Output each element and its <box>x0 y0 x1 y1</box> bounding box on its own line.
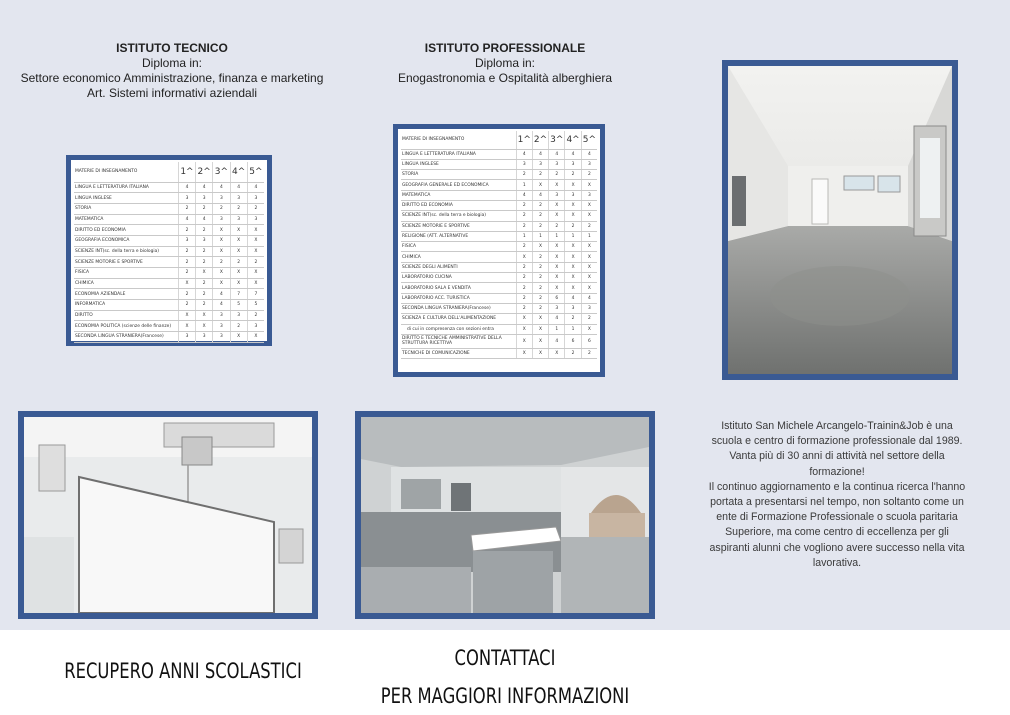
subject-cell: LABORATORIO SALA E VENDITA <box>401 283 516 293</box>
subject-cell: DIRITTO ED ECONOMIA <box>74 225 178 236</box>
hours-cell: X <box>213 235 230 246</box>
hours-cell: 1 <box>565 231 581 241</box>
hours-cell: X <box>213 225 230 236</box>
table-row <box>401 211 597 221</box>
hours-cell: 4 <box>549 314 565 324</box>
hours-cell: 4 <box>213 182 230 193</box>
hours-cell: 3 <box>549 159 565 169</box>
table-row <box>74 246 264 257</box>
professionale-table <box>401 131 597 359</box>
hours-cell: 1 <box>516 231 532 241</box>
hours-cell: 3 <box>565 159 581 169</box>
hours-cell: X <box>549 211 565 221</box>
hours-cell: 4 <box>196 182 213 193</box>
hours-cell: X <box>532 314 548 324</box>
hours-cell: 3 <box>565 303 581 313</box>
hours-cell: X <box>230 268 247 279</box>
hours-cell: 2 <box>532 211 548 221</box>
hours-cell: X <box>196 321 213 332</box>
hours-cell: 2 <box>532 273 548 283</box>
hours-cell: 1 <box>532 231 548 241</box>
table-header-year: 1^ <box>178 162 195 182</box>
hours-cell: 2 <box>532 221 548 231</box>
hours-cell: 2 <box>581 170 597 180</box>
table-row <box>74 268 264 279</box>
hours-cell: 4 <box>247 182 264 193</box>
subject-cell: LABORATORIO ACC. TURISTICA <box>401 293 516 303</box>
hours-cell: X <box>581 324 597 334</box>
table-header-subject: MATERIE DI INSEGNAMENTO <box>74 162 178 182</box>
table-row <box>401 231 597 241</box>
table-header-year: 3^ <box>213 162 230 182</box>
table-header-year: 2^ <box>196 162 213 182</box>
hours-cell: 2 <box>532 283 548 293</box>
hours-cell: X <box>581 262 597 272</box>
table-header-year: 1^ <box>516 131 532 149</box>
hours-cell: X <box>178 278 195 289</box>
hours-cell: 3 <box>196 193 213 204</box>
hours-cell: 2 <box>196 289 213 300</box>
hours-cell: X <box>230 235 247 246</box>
tecnico-title: ISTITUTO TECNICO <box>116 41 228 55</box>
hours-cell: 1 <box>565 324 581 334</box>
subject-cell: LABORATORIO CUCINA <box>401 273 516 283</box>
table-row <box>401 242 597 252</box>
table-row <box>401 293 597 303</box>
hours-cell: X <box>516 334 532 348</box>
hours-cell: X <box>532 242 548 252</box>
hours-cell: 4 <box>565 149 581 159</box>
hours-cell: 2 <box>196 246 213 257</box>
hours-cell: X <box>581 200 597 210</box>
subject-cell: SCIENZE DEGLI ALIMENTI <box>401 262 516 272</box>
hours-cell: 2 <box>230 203 247 214</box>
hours-cell: 2 <box>213 257 230 268</box>
subject-cell: LINGUA INGLESE <box>401 159 516 169</box>
hours-cell: 1 <box>516 180 532 190</box>
table-row <box>74 214 264 225</box>
hours-cell: X <box>247 235 264 246</box>
hours-cell: 6 <box>565 334 581 348</box>
hours-cell: X <box>549 252 565 262</box>
table-row <box>401 159 597 169</box>
subject-cell: FISICA <box>74 268 178 279</box>
hours-cell: 4 <box>178 182 195 193</box>
hours-cell: 4 <box>213 289 230 300</box>
table-row <box>401 314 597 324</box>
hours-cell: 3 <box>230 310 247 321</box>
hours-cell: 2 <box>516 200 532 210</box>
tecnico-diploma-course: Settore economico Amministrazione, finanza e marketing <box>20 71 324 85</box>
table-header-year: 4^ <box>230 162 247 182</box>
hours-cell: 2 <box>516 242 532 252</box>
hours-cell: 3 <box>247 193 264 204</box>
hours-cell: X <box>565 242 581 252</box>
hours-cell: X <box>247 268 264 279</box>
description-paragraph-1: Istituto San Michele Arcangelo-Trainin&Job è una scuola e centro di formazione professionale dal 1989. Vanta più di 30 anni di attività nel settore della formazione! <box>711 420 963 478</box>
hours-cell: 2 <box>516 273 532 283</box>
hours-cell: 3 <box>213 321 230 332</box>
hours-cell: 2 <box>549 221 565 231</box>
hours-cell: X <box>549 348 565 358</box>
tecnico-table <box>74 162 264 343</box>
hours-cell: 3 <box>196 332 213 343</box>
hours-cell: 4 <box>581 293 597 303</box>
hours-cell: 2 <box>230 321 247 332</box>
subject-cell: ECONOMIA AZIENDALE <box>74 289 178 300</box>
hours-cell: 2 <box>516 293 532 303</box>
hours-cell: X <box>230 246 247 257</box>
hours-cell: 2 <box>178 257 195 268</box>
hours-cell: 3 <box>516 159 532 169</box>
hours-cell: 2 <box>516 221 532 231</box>
hours-cell: X <box>516 348 532 358</box>
kitchen-photo-frame <box>355 411 655 619</box>
hours-cell: X <box>213 246 230 257</box>
hours-cell: 3 <box>532 159 548 169</box>
tecnico-header <box>14 41 330 101</box>
subject-cell: MATEMATICA <box>74 214 178 225</box>
hours-cell: 2 <box>516 283 532 293</box>
hours-cell: 1 <box>549 324 565 334</box>
subject-cell: DIRITTO <box>74 310 178 321</box>
hours-cell: 2 <box>196 278 213 289</box>
hours-cell: 2 <box>247 310 264 321</box>
hours-cell: 4 <box>549 149 565 159</box>
table-row <box>74 321 264 332</box>
hours-cell: 2 <box>178 246 195 257</box>
hours-cell: 2 <box>247 203 264 214</box>
hours-cell: 7 <box>230 289 247 300</box>
hours-cell: 4 <box>213 300 230 311</box>
table-row <box>401 190 597 200</box>
hours-cell: 2 <box>565 348 581 358</box>
hours-cell: X <box>532 334 548 348</box>
hours-cell: X <box>565 252 581 262</box>
table-row <box>401 273 597 283</box>
hours-cell: X <box>247 246 264 257</box>
table-row <box>401 348 597 358</box>
table-row <box>74 289 264 300</box>
table-header-row <box>401 131 597 149</box>
hours-cell: X <box>247 332 264 343</box>
hours-cell: 3 <box>565 190 581 200</box>
corridor-photo-frame <box>722 60 958 380</box>
hours-cell: X <box>565 180 581 190</box>
subject-cell: SCIENZE INT(sc. della terra e biologia) <box>401 211 516 221</box>
hours-cell: 4 <box>532 149 548 159</box>
hours-cell: X <box>230 225 247 236</box>
subject-cell: MATEMATICA <box>401 190 516 200</box>
hours-cell: X <box>230 332 247 343</box>
hours-cell: 2 <box>178 268 195 279</box>
professionale-diploma-label: Diploma in: <box>474 56 536 70</box>
hours-cell: 4 <box>196 214 213 225</box>
hours-cell: 2 <box>565 314 581 324</box>
recupero-anni-text: RECUPERO ANNI SCOLASTICI <box>64 659 302 683</box>
subject-cell: STORIA <box>74 203 178 214</box>
hours-cell: 2 <box>516 170 532 180</box>
table-header-year: 5^ <box>581 131 597 149</box>
hours-cell: 6 <box>549 293 565 303</box>
subject-cell: STORIA <box>401 170 516 180</box>
table-row <box>74 278 264 289</box>
hours-cell: 3 <box>196 235 213 246</box>
hours-cell: X <box>565 262 581 272</box>
hours-cell: 5 <box>247 300 264 311</box>
hours-cell: X <box>549 283 565 293</box>
hours-cell: 2 <box>532 170 548 180</box>
hours-cell: 7 <box>247 289 264 300</box>
subject-cell: di cui in compresenza con sezioni entra <box>401 324 516 334</box>
hours-cell: X <box>213 268 230 279</box>
hours-cell: 3 <box>581 190 597 200</box>
hours-cell: X <box>549 262 565 272</box>
table-header-year: 3^ <box>549 131 565 149</box>
subject-cell: SCIENZA E CULTURA DELL'ALIMENTAZIONE <box>401 314 516 324</box>
subject-cell: FISICA <box>401 242 516 252</box>
tecnico-diploma-art: Art. Sistemi informativi aziendali <box>86 86 258 100</box>
hours-cell: 2 <box>516 303 532 313</box>
hours-cell: 3 <box>213 214 230 225</box>
hours-cell: 1 <box>581 231 597 241</box>
tecnico-diploma-label: Diploma in: <box>141 56 203 70</box>
hours-cell: 2 <box>532 252 548 262</box>
hours-cell: 2 <box>196 225 213 236</box>
hours-cell: 3 <box>549 303 565 313</box>
hours-cell: X <box>581 252 597 262</box>
subject-cell: ECONOMIA POLITICA (scienze delle finanze) <box>74 321 178 332</box>
table-header-row <box>74 162 264 182</box>
subject-cell: INFORMATICA <box>74 300 178 311</box>
hours-cell: X <box>178 310 195 321</box>
table-row <box>401 283 597 293</box>
table-row <box>401 262 597 272</box>
subject-cell: SCIENZE MOTORIE E SPORTIVE <box>74 257 178 268</box>
hours-cell: X <box>549 273 565 283</box>
hours-cell: 3 <box>213 310 230 321</box>
professionale-title: ISTITUTO PROFESSIONALE <box>424 41 586 55</box>
table-row <box>74 203 264 214</box>
corridor-photo <box>728 66 952 374</box>
table-row <box>401 149 597 159</box>
hours-cell: 3 <box>247 321 264 332</box>
hours-cell: 4 <box>581 149 597 159</box>
hours-cell: X <box>516 314 532 324</box>
subject-cell: LINGUA E LETTERATURA ITALIANA <box>74 182 178 193</box>
hours-cell: 4 <box>565 293 581 303</box>
subject-cell: SECONDA LINGUA STRANIERA(Francese) <box>74 332 178 343</box>
hours-cell: 4 <box>549 334 565 348</box>
table-row <box>401 200 597 210</box>
table-header-year: 5^ <box>247 162 264 182</box>
hours-cell: 2 <box>516 262 532 272</box>
hours-cell: X <box>565 273 581 283</box>
hours-cell: X <box>178 321 195 332</box>
hours-cell: X <box>196 310 213 321</box>
hours-cell: 4 <box>516 190 532 200</box>
hours-cell: X <box>549 180 565 190</box>
hours-cell: X <box>516 252 532 262</box>
hours-cell: X <box>581 211 597 221</box>
table-header-year: 2^ <box>532 131 548 149</box>
subject-cell: RELIGIONE (ATT. ALTERNATIVE <box>401 231 516 241</box>
subject-cell: SCIENZE MOTORIE E SPORTIVE <box>401 221 516 231</box>
hours-cell: 2 <box>532 293 548 303</box>
subject-cell: DIRITTO ED ECONOMIA <box>401 200 516 210</box>
hours-cell: X <box>247 278 264 289</box>
classroom-photo-frame <box>18 411 318 619</box>
table-row <box>74 225 264 236</box>
hours-cell: X <box>581 283 597 293</box>
hours-cell: X <box>213 278 230 289</box>
hours-cell: X <box>565 211 581 221</box>
tecnico-subjects-table <box>66 155 272 346</box>
hours-cell: 1 <box>549 231 565 241</box>
subject-cell: CHIMICA <box>401 252 516 262</box>
hours-cell: 6 <box>581 334 597 348</box>
table-header-year: 4^ <box>565 131 581 149</box>
subject-cell: TECNICHE DI COMUNICAZIONE <box>401 348 516 358</box>
hours-cell: X <box>516 324 532 334</box>
hours-cell: X <box>565 283 581 293</box>
hours-cell: 2 <box>178 225 195 236</box>
hours-cell: 2 <box>532 303 548 313</box>
subject-cell: SECONDA LINGUA STRANIERA(Francese) <box>401 303 516 313</box>
table-row <box>74 310 264 321</box>
table-row <box>74 300 264 311</box>
kitchen-photo <box>361 417 649 613</box>
hours-cell: 2 <box>178 300 195 311</box>
table-row <box>74 235 264 246</box>
professionale-diploma-course: Enogastronomia e Ospitalità alberghiera <box>397 71 613 85</box>
hours-cell: 2 <box>565 170 581 180</box>
table-row <box>401 170 597 180</box>
professionale-header <box>380 41 630 86</box>
hours-cell: 3 <box>213 332 230 343</box>
hours-cell: 2 <box>213 203 230 214</box>
table-header-subject: MATERIE DI INSEGNAMENTO <box>401 131 516 149</box>
hours-cell: 2 <box>565 221 581 231</box>
professionale-subjects-table <box>393 124 605 377</box>
subject-cell: DIRITTO E TECNICHE AMMINISTRATIVE DELLA STRUTTURA RICETTIVA <box>401 334 516 348</box>
classroom-photo <box>24 417 312 613</box>
hours-cell: 3 <box>581 159 597 169</box>
table-row <box>401 252 597 262</box>
subject-cell: GEOGRAFIA GENERALE ED ECONOMICA <box>401 180 516 190</box>
hours-cell: 3 <box>549 190 565 200</box>
contattaci-text: CONTATTACI <box>454 646 556 670</box>
hours-cell: 2 <box>532 262 548 272</box>
subject-cell: SCIENZE INT(sc. della terra e biologia) <box>74 246 178 257</box>
hours-cell: 3 <box>230 193 247 204</box>
hours-cell: X <box>532 348 548 358</box>
hours-cell: X <box>581 273 597 283</box>
hours-cell: 4 <box>178 214 195 225</box>
hours-cell: 2 <box>549 170 565 180</box>
hours-cell: 2 <box>178 289 195 300</box>
table-row <box>74 257 264 268</box>
hours-cell: 2 <box>532 200 548 210</box>
hours-cell: 3 <box>178 235 195 246</box>
description-paragraph-2: Il continuo aggiornamento e la continua ricerca l'hanno portata a presentarsi nel tempo, non soltanto come un ente di Formazione Professionale o scuola paritaria Superiore, ma come centro di eccellenza per gli aspiranti alunni che vogliono avere successo nella vita lavorativa. <box>708 480 966 569</box>
hours-cell: 4 <box>516 149 532 159</box>
subject-cell: CHIMICA <box>74 278 178 289</box>
hours-cell: 3 <box>213 193 230 204</box>
hours-cell: 2 <box>196 257 213 268</box>
hours-cell: 2 <box>196 203 213 214</box>
hours-cell: X <box>549 242 565 252</box>
hours-cell: 3 <box>247 214 264 225</box>
hours-cell: 2 <box>581 314 597 324</box>
table-row <box>401 180 597 190</box>
table-row <box>74 193 264 204</box>
hours-cell: X <box>247 225 264 236</box>
subject-cell: GEOGRAFIA ECONOMICA <box>74 235 178 246</box>
hours-cell: X <box>532 180 548 190</box>
hours-cell: 4 <box>230 182 247 193</box>
hours-cell: X <box>230 278 247 289</box>
hours-cell: X <box>581 180 597 190</box>
hours-cell: 2 <box>581 348 597 358</box>
table-row <box>401 303 597 313</box>
table-row <box>74 332 264 343</box>
hours-cell: 2 <box>516 211 532 221</box>
hours-cell: 3 <box>230 214 247 225</box>
hours-cell: 2 <box>178 203 195 214</box>
hours-cell: 2 <box>247 257 264 268</box>
hours-cell: 3 <box>178 193 195 204</box>
subject-cell: LINGUA INGLESE <box>74 193 178 204</box>
hours-cell: 3 <box>581 303 597 313</box>
table-row <box>401 324 597 334</box>
table-row <box>401 221 597 231</box>
maggiori-informazioni-text: PER MAGGIORI INFORMAZIONI <box>380 684 630 708</box>
hours-cell: 2 <box>230 257 247 268</box>
hours-cell: X <box>581 242 597 252</box>
hours-cell: 3 <box>178 332 195 343</box>
hours-cell: 4 <box>532 190 548 200</box>
subject-cell: LINGUA E LETTERATURA ITALIANA <box>401 149 516 159</box>
hours-cell: X <box>565 200 581 210</box>
hours-cell: 2 <box>581 221 597 231</box>
hours-cell: X <box>196 268 213 279</box>
hours-cell: X <box>532 324 548 334</box>
hours-cell: 5 <box>230 300 247 311</box>
table-row <box>401 334 597 348</box>
hours-cell: 2 <box>196 300 213 311</box>
institute-description <box>706 419 968 571</box>
hours-cell: X <box>549 200 565 210</box>
table-row <box>74 182 264 193</box>
